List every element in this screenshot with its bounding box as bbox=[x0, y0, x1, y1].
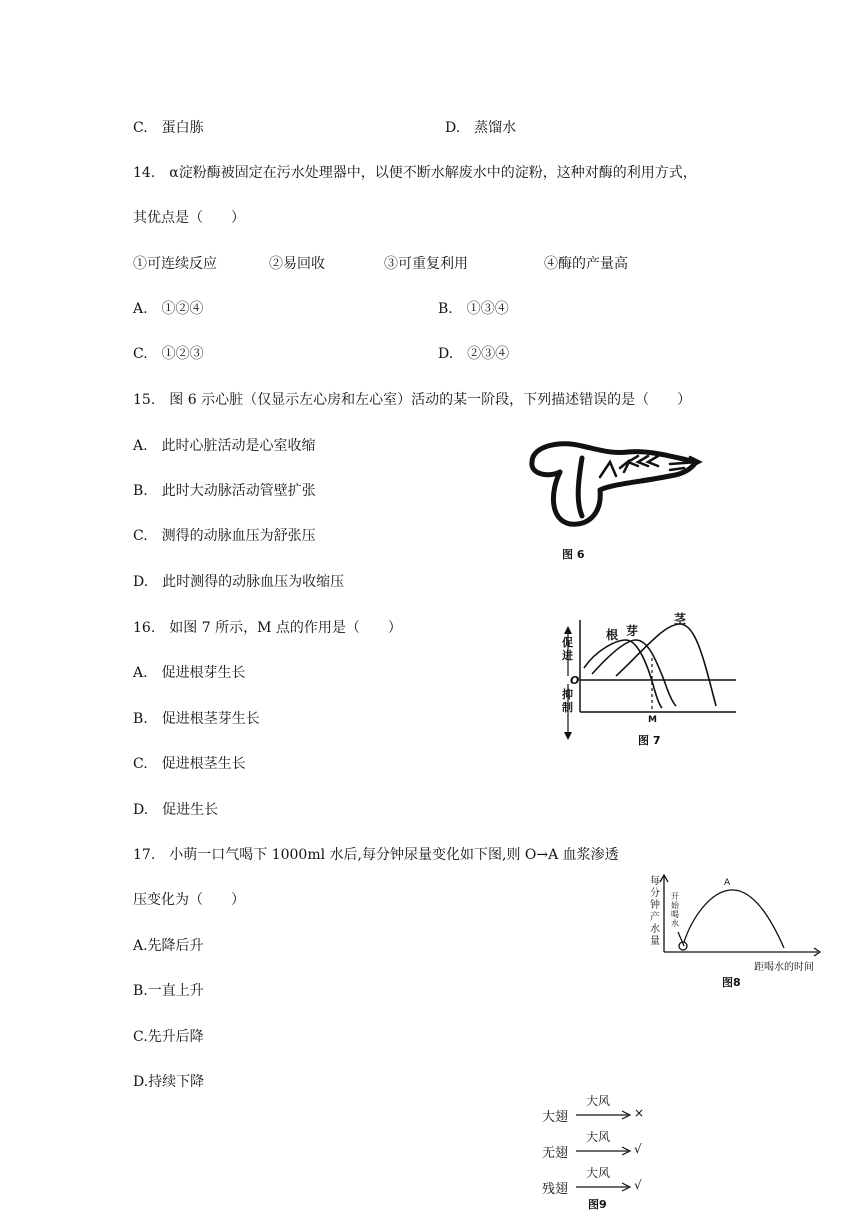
figure-9-arrow-text: 大风 bbox=[586, 1130, 611, 1144]
q15-option-b: B. 此时大动脉活动管壁扩张 bbox=[133, 483, 316, 499]
figure-9-wing-diagram bbox=[540, 1090, 660, 1214]
figure-7-label-bud: 芽 bbox=[626, 624, 639, 638]
q16-option-a: A. 促进根芽生长 bbox=[133, 665, 246, 681]
figure-7-point-m: M bbox=[648, 715, 657, 725]
figure-7-axis-promote: 促进 bbox=[562, 636, 573, 662]
q15-stem: 15. 图 6 示心脏（仅显示左心房和左心室）活动的某一阶段，下列描述错误的是（ ） bbox=[133, 392, 692, 408]
q14-stem-line1: 14. α淀粉酶被固定在污水处理器中，以便不断水解废水中的淀粉，这种对酶的利用方式， bbox=[133, 165, 697, 181]
figure-8-urine-graph bbox=[648, 872, 826, 990]
q17-option-a: A.先降后升 bbox=[133, 938, 204, 954]
q15-option-a: A. 此时心脏活动是心室收缩 bbox=[133, 438, 316, 454]
figure-8-start-label: 开始喝水 bbox=[671, 892, 679, 928]
q14-stem-line2: 其优点是（ ） bbox=[133, 210, 245, 226]
q15-option-c: C. 测得的动脉血压为舒张压 bbox=[133, 528, 316, 544]
figure-8-peak-label: A bbox=[724, 878, 731, 888]
q14-item-1: ①可连续反应 bbox=[133, 256, 217, 272]
figure-6-caption: 图 6 bbox=[562, 548, 585, 561]
figure-9-result: √ bbox=[634, 1142, 642, 1156]
figure-9-result: × bbox=[634, 1106, 645, 1120]
q13-option-d: D. 蒸馏水 bbox=[445, 120, 517, 136]
figure-9-row bbox=[540, 1090, 660, 1124]
q13-option-c: C. 蛋白胨 bbox=[133, 120, 204, 136]
figure-7-auxin-graph bbox=[556, 610, 746, 750]
figure-9-label: 大翅 bbox=[542, 1110, 569, 1125]
figure-9-label: 残翅 bbox=[542, 1182, 569, 1197]
figure-6-heart bbox=[520, 432, 710, 562]
figure-8-xlabel: 距喝水的时间 bbox=[754, 962, 814, 973]
q17-option-b: B.一直上升 bbox=[133, 983, 204, 999]
q16-option-b: B. 促进根茎芽生长 bbox=[133, 711, 260, 727]
q14-item-3: ③可重复利用 bbox=[384, 256, 468, 272]
q16-stem: 16. 如图 7 所示，M 点的作用是（ ） bbox=[133, 620, 402, 636]
figure-9-result: √ bbox=[634, 1178, 642, 1192]
figure-7-axis-inhibit: 抑制 bbox=[562, 688, 573, 714]
figure-9-arrow-text: 大风 bbox=[586, 1094, 611, 1108]
figure-8-ylabel: 每分钟产水量 bbox=[650, 876, 660, 947]
figure-9-arrow-text: 大风 bbox=[586, 1166, 611, 1180]
q17-option-c: C.先升后降 bbox=[133, 1029, 204, 1045]
q14-item-2: ②易回收 bbox=[269, 256, 325, 272]
figure-9-arrow bbox=[576, 1146, 632, 1156]
figure-9-arrow bbox=[576, 1110, 632, 1120]
q16-option-d: D. 促进生长 bbox=[133, 802, 219, 818]
figure-9-label: 无翅 bbox=[542, 1146, 569, 1161]
q14-option-d: D. ②③④ bbox=[438, 346, 510, 362]
q14-option-c: C. ①②③ bbox=[133, 346, 204, 362]
figure-7-label-stem: 茎 bbox=[674, 612, 687, 626]
figure-8-caption: 图8 bbox=[722, 976, 741, 989]
q17-stem-line2: 压变化为（ ） bbox=[133, 892, 245, 908]
figure-9-row bbox=[540, 1162, 660, 1196]
q14-option-a: A. ①②④ bbox=[133, 301, 204, 317]
figure-7-label-root: 根 bbox=[606, 628, 619, 642]
figure-9-arrow bbox=[576, 1182, 632, 1192]
figure-7-caption: 图 7 bbox=[638, 734, 661, 747]
figure-9-caption: 图9 bbox=[588, 1198, 607, 1211]
q17-stem-line1: 17. 小萌一口气喝下 1000ml 水后,每分钟尿量变化如下图,则 O→A 血浆渗透 bbox=[133, 847, 619, 863]
q16-option-c: C. 促进根茎生长 bbox=[133, 756, 246, 772]
q14-item-4: ④酶的产量高 bbox=[544, 256, 628, 272]
q17-option-d: D.持续下降 bbox=[133, 1074, 205, 1090]
q15-option-d: D. 此时测得的动脉血压为收缩压 bbox=[133, 574, 345, 590]
q14-option-b: B. ①③④ bbox=[438, 301, 509, 317]
figure-7-origin: O bbox=[570, 674, 580, 687]
figure-9-row bbox=[540, 1126, 660, 1160]
